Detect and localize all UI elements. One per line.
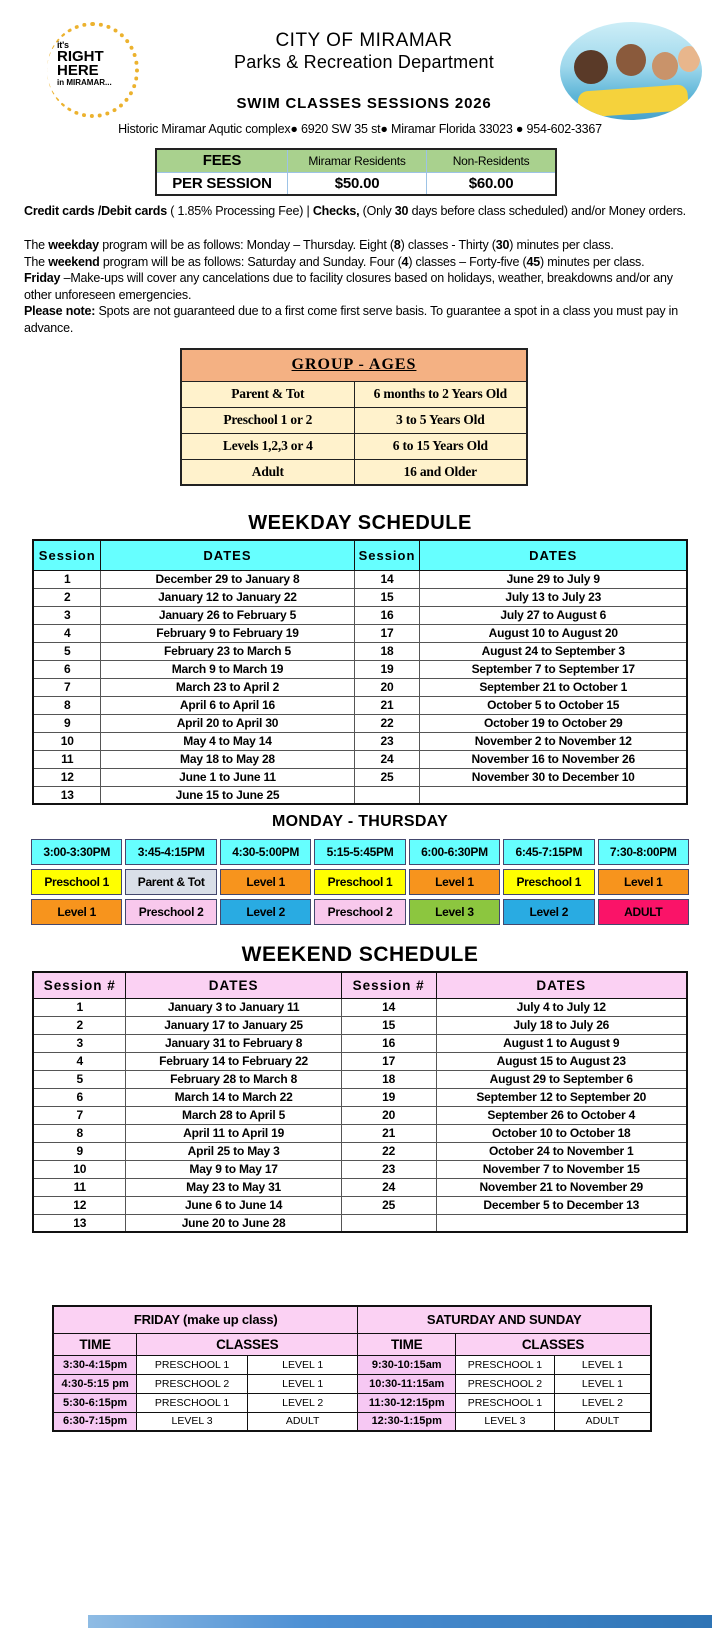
class-row-1 <box>31 869 689 895</box>
class-schedule-cell: PRESCHOOL 1 <box>137 1355 248 1374</box>
group-age-cell: 16 and Older <box>354 459 527 485</box>
class-cell: Preschool 2 <box>314 899 405 925</box>
class-schedule-cell: 4:30-5:15 pm <box>53 1374 137 1393</box>
weekend-cell: November 7 to November 15 <box>436 1160 687 1178</box>
table-row <box>181 459 527 485</box>
weekend-cell: February 28 to March 8 <box>126 1070 341 1088</box>
weekend-cell: 8 <box>33 1124 126 1142</box>
weekday-cell: May 18 to May 28 <box>101 750 354 768</box>
header <box>18 22 702 120</box>
weekday-cell: 11 <box>33 750 101 768</box>
fees-value-row <box>156 172 556 195</box>
friday-makeup-note: Friday –Make-ups will cover any cancelations due to facility closures based on holidays, weather, breakdowns and/or any other unforeseen emergencies. <box>24 271 673 302</box>
table-row <box>33 1034 687 1052</box>
weekend-cell: 3 <box>33 1034 126 1052</box>
weekday-cell: 16 <box>354 606 420 624</box>
weekend-cell: April 25 to May 3 <box>126 1142 341 1160</box>
weekday-cell: November 2 to November 12 <box>420 732 687 750</box>
time-slot-cell: 7:30-8:00PM <box>598 839 689 865</box>
table-row <box>33 1124 687 1142</box>
weekend-cell: 10 <box>33 1160 126 1178</box>
fees-header-row <box>156 149 556 172</box>
weekend-cell: September 12 to September 20 <box>436 1088 687 1106</box>
class-cell: Level 2 <box>220 899 311 925</box>
table-row <box>33 1160 687 1178</box>
group-age-cell: Levels 1,2,3 or 4 <box>181 433 354 459</box>
weekend-cell: 5 <box>33 1070 126 1088</box>
weekday-cell: 13 <box>33 786 101 804</box>
weekday-program-note: The weekday program will be as follows: Monday – Thursday. Eight (8) classes - Thirty (30) minutes per class. <box>24 238 614 252</box>
weekday-cell: 8 <box>33 696 101 714</box>
fees-table <box>155 148 557 196</box>
class-schedule-cell: LEVEL 1 <box>247 1355 358 1374</box>
logo-text-right: RIGHT <box>57 48 104 65</box>
weekday-cell: 20 <box>354 678 420 696</box>
class-row-2 <box>31 899 689 925</box>
column-header: CLASSES <box>137 1333 358 1355</box>
class-schedule-cell: 3:30-4:15pm <box>53 1355 137 1374</box>
class-cell: Level 3 <box>409 899 500 925</box>
class-cell: Preschool 1 <box>503 869 594 895</box>
weekday-cell: 15 <box>354 588 420 606</box>
column-header: Session # <box>341 972 436 998</box>
group-ages-title: GROUP - AGES <box>181 349 527 381</box>
table-row <box>33 1214 687 1232</box>
fees-header-cell: Miramar Residents <box>287 149 426 172</box>
weekend-cell: September 26 to October 4 <box>436 1106 687 1124</box>
photo-figure <box>678 46 700 72</box>
group-age-cell: 6 to 15 Years Old <box>354 433 527 459</box>
bottom-subheader-row <box>53 1333 651 1355</box>
logo-text-its: it's <box>57 40 69 50</box>
weekend-cell: January 3 to January 11 <box>126 998 341 1016</box>
weekend-cell: 1 <box>33 998 126 1016</box>
class-schedule-cell: LEVEL 1 <box>554 1355 651 1374</box>
table-row <box>33 714 687 732</box>
group-age-cell: Preschool 1 or 2 <box>181 407 354 433</box>
group-age-cell: Parent & Tot <box>181 381 354 407</box>
table-row <box>33 1052 687 1070</box>
header-titles <box>168 22 560 120</box>
weekday-cell: 2 <box>33 588 101 606</box>
weekend-cell: 24 <box>341 1178 436 1196</box>
photo-figure <box>616 44 646 76</box>
weekend-cell: 4 <box>33 1052 126 1070</box>
class-schedule-cell: LEVEL 1 <box>554 1374 651 1393</box>
weekday-cell: August 10 to August 20 <box>420 624 687 642</box>
class-schedule-cell: LEVEL 3 <box>456 1412 555 1431</box>
weekday-cell: January 26 to February 5 <box>101 606 354 624</box>
fees-header-cell: Non-Residents <box>427 149 556 172</box>
column-header: TIME <box>358 1333 456 1355</box>
class-schedule-cell: LEVEL 2 <box>247 1393 358 1412</box>
time-slot-cell: 3:45-4:15PM <box>125 839 217 865</box>
class-schedule-cell: 10:30-11:15am <box>358 1374 456 1393</box>
weekend-schedule-title: WEEKEND SCHEDULE <box>241 943 479 966</box>
class-cell: Preschool 1 <box>314 869 405 895</box>
table-row <box>33 768 687 786</box>
please-note: Please note: Spots are not guaranteed due to a first come first serve basis. To guarantee a spot in a class you must pay in advance. <box>24 304 679 335</box>
weekend-cell: February 14 to February 22 <box>126 1052 341 1070</box>
photo-figure <box>574 50 608 84</box>
class-cell: Level 1 <box>409 869 500 895</box>
weekday-cell: 18 <box>354 642 420 660</box>
weekday-cell: April 6 to April 16 <box>101 696 354 714</box>
weekday-cell: 3 <box>33 606 101 624</box>
weekday-cell: 10 <box>33 732 101 750</box>
column-header: Session # <box>33 972 126 998</box>
weekend-cell: 7 <box>33 1106 126 1124</box>
weekday-cell: October 5 to October 15 <box>420 696 687 714</box>
weekday-cell <box>354 786 420 804</box>
weekend-cell: March 28 to April 5 <box>126 1106 341 1124</box>
weekday-cell: January 12 to January 22 <box>101 588 354 606</box>
logo-text-in-miramar: in MIRAMAR... <box>57 78 112 87</box>
class-cell: ADULT <box>598 899 689 925</box>
weekend-cell: May 23 to May 31 <box>126 1178 341 1196</box>
table-row <box>33 732 687 750</box>
photo-kickboard <box>577 84 689 118</box>
program-notes <box>24 237 698 336</box>
friday-title: FRIDAY (make up class) <box>53 1306 358 1333</box>
weekday-schedule-title: WEEKDAY SCHEDULE <box>248 512 472 534</box>
weekend-cell: 21 <box>341 1124 436 1142</box>
weekend-cell: December 5 to December 13 <box>436 1196 687 1214</box>
weekend-cell: 23 <box>341 1160 436 1178</box>
table-row <box>181 381 527 407</box>
weekend-cell: 12 <box>33 1196 126 1214</box>
logo-text-here: HERE <box>57 62 99 79</box>
weekday-cell: 6 <box>33 660 101 678</box>
time-slot-cell: 6:00-6:30PM <box>409 839 500 865</box>
class-schedule-cell: ADULT <box>554 1412 651 1431</box>
weekend-cell: 16 <box>341 1034 436 1052</box>
class-schedule-cell: PRESCHOOL 1 <box>137 1393 248 1412</box>
department-name: Parks & Recreation Department <box>234 52 494 72</box>
table-row <box>53 1412 651 1431</box>
saturday-sunday-title: SATURDAY AND SUNDAY <box>358 1306 651 1333</box>
weekday-schedule-table <box>32 539 688 805</box>
table-row <box>181 433 527 459</box>
weekend-cell: 18 <box>341 1070 436 1088</box>
weekend-cell: October 10 to October 18 <box>436 1124 687 1142</box>
class-schedule-cell: 12:30-1:15pm <box>358 1412 456 1431</box>
weekday-cell: March 9 to March 19 <box>101 660 354 678</box>
weekday-cell: 1 <box>33 570 101 588</box>
time-slot-cell: 4:30-5:00PM <box>220 839 311 865</box>
weekday-cell: 24 <box>354 750 420 768</box>
weekend-cell: October 24 to November 1 <box>436 1142 687 1160</box>
weekday-cell: April 20 to April 30 <box>101 714 354 732</box>
class-schedule-cell: PRESCHOOL 2 <box>456 1374 555 1393</box>
weekend-cell: 15 <box>341 1016 436 1034</box>
table-row <box>33 678 687 696</box>
org-name: CITY OF MIRAMAR <box>275 30 453 51</box>
table-row <box>33 1016 687 1034</box>
table-row <box>33 660 687 678</box>
weekend-cell: 14 <box>341 998 436 1016</box>
weekday-cell: July 27 to August 6 <box>420 606 687 624</box>
weekend-cell: 6 <box>33 1088 126 1106</box>
weekend-cell: June 20 to June 28 <box>126 1214 341 1232</box>
weekday-cell: September 21 to October 1 <box>420 678 687 696</box>
class-cell: Preschool 1 <box>31 869 122 895</box>
table-row <box>33 588 687 606</box>
resident-fee: $50.00 <box>287 172 426 195</box>
class-schedule-cell: PRESCHOOL 1 <box>456 1355 555 1374</box>
table-row <box>33 570 687 588</box>
weekday-cell: 25 <box>354 768 420 786</box>
class-schedule-cell: LEVEL 1 <box>247 1374 358 1393</box>
weekday-cell: 14 <box>354 570 420 588</box>
weekend-cell: July 18 to July 26 <box>436 1016 687 1034</box>
column-header: TIME <box>53 1333 137 1355</box>
column-header: DATES <box>420 540 687 570</box>
column-header: CLASSES <box>456 1333 651 1355</box>
weekend-cell: January 31 to February 8 <box>126 1034 341 1052</box>
table-row <box>33 750 687 768</box>
weekend-schedule-table <box>32 971 688 1233</box>
weekday-cell: 17 <box>354 624 420 642</box>
class-schedule-cell: PRESCHOOL 2 <box>137 1374 248 1393</box>
table-row <box>33 998 687 1016</box>
group-age-cell: Adult <box>181 459 354 485</box>
weekend-cell: March 14 to March 22 <box>126 1088 341 1106</box>
weekday-cell: February 9 to February 19 <box>101 624 354 642</box>
fees-header-cell: FEES <box>156 149 287 172</box>
weekend-cell: 19 <box>341 1088 436 1106</box>
group-age-cell: 6 months to 2 Years Old <box>354 381 527 407</box>
payment-note: Credit cards /Debit cards ( 1.85% Processing Fee) | Checks, (Only 30 days before class scheduled) and/or Money orders. <box>24 204 686 218</box>
table-row <box>53 1374 651 1393</box>
weekday-cell: 5 <box>33 642 101 660</box>
weekday-cell <box>420 786 687 804</box>
table-row <box>33 1070 687 1088</box>
weekday-cell: May 4 to May 14 <box>101 732 354 750</box>
footer-wave-bar <box>88 1615 712 1628</box>
weekend-cell: August 1 to August 9 <box>436 1034 687 1052</box>
class-schedule-cell: ADULT <box>247 1412 358 1431</box>
table-row <box>33 1196 687 1214</box>
weekday-cell: July 13 to July 23 <box>420 588 687 606</box>
group-age-cell: 3 to 5 Years Old <box>354 407 527 433</box>
weekday-cell: June 1 to June 11 <box>101 768 354 786</box>
weekend-cell: August 15 to August 23 <box>436 1052 687 1070</box>
facility-address: Historic Miramar Aqutic complex● 6920 SW 35 st● Miramar Florida 33023 ● 954-602-3367 <box>118 122 602 136</box>
column-header: DATES <box>436 972 687 998</box>
class-cell: Preschool 2 <box>125 899 217 925</box>
class-cell: Level 2 <box>503 899 594 925</box>
bottom-title-row <box>53 1306 651 1333</box>
class-cell: Level 1 <box>31 899 122 925</box>
weekday-cell: June 15 to June 25 <box>101 786 354 804</box>
weekend-cell <box>436 1214 687 1232</box>
table-row <box>53 1393 651 1412</box>
monday-thursday-grid <box>28 835 692 929</box>
class-cell: Level 1 <box>598 869 689 895</box>
table-row <box>33 606 687 624</box>
weekend-cell: 22 <box>341 1142 436 1160</box>
weekday-cell: September 7 to September 17 <box>420 660 687 678</box>
class-cell: Level 1 <box>220 869 311 895</box>
class-schedule-cell: LEVEL 3 <box>137 1412 248 1431</box>
weekend-cell: January 17 to January 25 <box>126 1016 341 1034</box>
weekend-cell: May 9 to May 17 <box>126 1160 341 1178</box>
class-schedule-cell: 11:30-12:15pm <box>358 1393 456 1412</box>
kids-pool-photo <box>560 22 702 120</box>
photo-figure <box>652 52 678 80</box>
weekend-cell: 2 <box>33 1016 126 1034</box>
weekday-cell: 9 <box>33 714 101 732</box>
weekday-cell: November 16 to November 26 <box>420 750 687 768</box>
table-row <box>33 786 687 804</box>
time-slot-cell: 6:45-7:15PM <box>503 839 594 865</box>
weekday-cell: 12 <box>33 768 101 786</box>
fees-label-cell: PER SESSION <box>156 172 287 195</box>
monday-thursday-title: MONDAY - THURSDAY <box>271 813 449 830</box>
weekday-cell: November 30 to December 10 <box>420 768 687 786</box>
table-row <box>33 1088 687 1106</box>
table-row <box>33 696 687 714</box>
table-row <box>33 1106 687 1124</box>
its-right-here-logo <box>47 22 139 118</box>
weekend-cell: 17 <box>341 1052 436 1070</box>
class-cell: Parent & Tot <box>125 869 217 895</box>
weekday-cell: March 23 to April 2 <box>101 678 354 696</box>
weekend-cell: 9 <box>33 1142 126 1160</box>
weekend-cell <box>341 1214 436 1232</box>
column-header: Session <box>354 540 420 570</box>
weekend-cell: November 21 to November 29 <box>436 1178 687 1196</box>
column-header: Session <box>33 540 101 570</box>
weekend-program-note: The weekend program will be as follows: Saturday and Sunday. Four (4) classes – Forty-five (45) minutes per class. <box>24 254 645 269</box>
weekend-cell: April 11 to April 19 <box>126 1124 341 1142</box>
weekday-cell: 7 <box>33 678 101 696</box>
weekday-cell: February 23 to March 5 <box>101 642 354 660</box>
table-row <box>181 407 527 433</box>
weekday-cell: 19 <box>354 660 420 678</box>
class-schedule-cell: 9:30-10:15am <box>358 1355 456 1374</box>
time-slot-cell: 5:15-5:45PM <box>314 839 405 865</box>
table-row <box>53 1355 651 1374</box>
weekend-cell: August 29 to September 6 <box>436 1070 687 1088</box>
weekday-cell: June 29 to July 9 <box>420 570 687 588</box>
weekend-cell: 20 <box>341 1106 436 1124</box>
weekday-header-row <box>33 540 687 570</box>
class-schedule-cell: LEVEL 2 <box>554 1393 651 1412</box>
makeup-and-weekend-classes-table <box>52 1305 652 1432</box>
column-header: DATES <box>126 972 341 998</box>
time-slots-row <box>31 839 689 865</box>
weekday-cell: 23 <box>354 732 420 750</box>
weekend-cell: June 6 to June 14 <box>126 1196 341 1214</box>
table-row <box>33 624 687 642</box>
time-slot-cell: 3:00-3:30PM <box>31 839 122 865</box>
weekend-header-row <box>33 972 687 998</box>
weekday-cell: 22 <box>354 714 420 732</box>
class-schedule-cell: 5:30-6:15pm <box>53 1393 137 1412</box>
weekday-cell: 4 <box>33 624 101 642</box>
page-title: SWIM CLASSES SESSIONS 2026 <box>236 95 492 112</box>
group-ages-title-row <box>181 349 527 381</box>
weekday-cell: October 19 to October 29 <box>420 714 687 732</box>
weekend-cell: 13 <box>33 1214 126 1232</box>
group-ages-table <box>180 348 528 486</box>
table-row <box>33 1178 687 1196</box>
city-logo <box>18 22 168 120</box>
class-schedule-cell: 6:30-7:15pm <box>53 1412 137 1431</box>
table-row <box>33 642 687 660</box>
weekend-cell: 25 <box>341 1196 436 1214</box>
weekday-cell: 21 <box>354 696 420 714</box>
column-header: DATES <box>101 540 354 570</box>
weekend-cell: 11 <box>33 1178 126 1196</box>
weekday-cell: August 24 to September 3 <box>420 642 687 660</box>
table-row <box>33 1142 687 1160</box>
class-schedule-cell: PRESCHOOL 1 <box>456 1393 555 1412</box>
nonresident-fee: $60.00 <box>427 172 556 195</box>
weekday-cell: December 29 to January 8 <box>101 570 354 588</box>
weekend-cell: July 4 to July 12 <box>436 998 687 1016</box>
